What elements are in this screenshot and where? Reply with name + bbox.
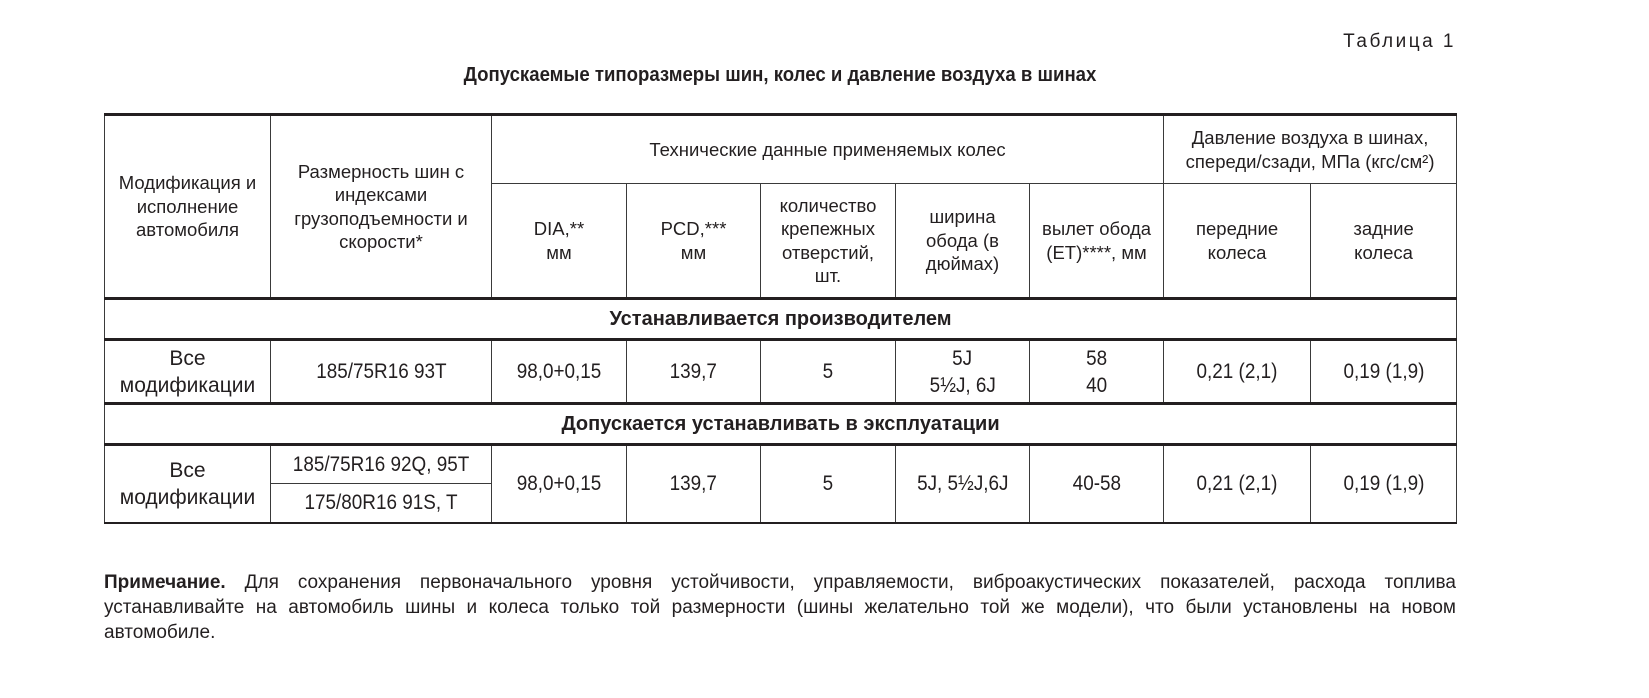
cell-rear-pressure: 0,19 (1,9) bbox=[1311, 340, 1457, 404]
footnote bbox=[104, 570, 1456, 645]
table-number-label: Таблица 1 bbox=[1343, 31, 1456, 52]
header-tire-size: Размерность шин с индексами грузоподъемности и скорости* bbox=[271, 115, 492, 299]
cell-pcd: 139,7 bbox=[627, 445, 761, 523]
tire-spec-table bbox=[104, 113, 1457, 524]
cell-bolt-holes: 5 bbox=[761, 445, 896, 523]
cell-modification: Все модификации bbox=[105, 445, 271, 523]
section-factory-installed bbox=[105, 299, 1457, 340]
cell-rim-offset: 40-58 bbox=[1030, 445, 1164, 523]
section-title: Устанавливается производителем bbox=[105, 299, 1457, 340]
table-row bbox=[105, 445, 1457, 484]
cell-rim-offset: 58 40 bbox=[1030, 340, 1164, 404]
header-tire-pressure: Давление воздуха в шинах, спереди/сзади, МПа (кгс/см²) bbox=[1164, 115, 1457, 184]
section-allowed-in-operation bbox=[105, 404, 1457, 445]
cell-tire-size: 185/75R16 93T bbox=[271, 340, 492, 404]
header-pcd: PCD,*** мм bbox=[627, 184, 761, 299]
table-title: Допускаемые типоразмеры шин, колес и давление воздуха в шинах bbox=[463, 64, 1097, 86]
cell-tire-size: 175/80R16 91S, T bbox=[271, 484, 492, 523]
cell-dia: 98,0+0,15 bbox=[492, 340, 627, 404]
cell-dia: 98,0+0,15 bbox=[492, 445, 627, 523]
cell-bolt-holes: 5 bbox=[761, 340, 896, 404]
header-rim-offset: вылет обода (ET)****, мм bbox=[1030, 184, 1164, 299]
header-rear-wheels: задние колеса bbox=[1311, 184, 1457, 299]
header-bolt-holes: количество крепежных отверстий, шт. bbox=[761, 184, 896, 299]
cell-front-pressure: 0,21 (2,1) bbox=[1164, 340, 1311, 404]
cell-rim-width: 5J 5½J, 6J bbox=[896, 340, 1030, 404]
table-row bbox=[105, 340, 1457, 404]
note-text: Для сохранения первоначального уровня устойчивости, управляемости, виброакустических показателей, расхода топлива устанавливайте на автомобиль шины и колеса только той размерности (шины желательно той же модели), что были установлены на новом автомобиле. bbox=[104, 572, 1456, 643]
cell-rim-width: 5J, 5½J,6J bbox=[896, 445, 1030, 523]
cell-pcd: 139,7 bbox=[627, 340, 761, 404]
section-title: Допускается устанавливать в эксплуатации bbox=[105, 404, 1457, 445]
note-label: Примечание. bbox=[104, 572, 226, 593]
header-wheel-data: Технические данные применяемых колес bbox=[492, 115, 1164, 184]
header-modification: Модификация и исполнение автомобиля bbox=[105, 115, 271, 299]
cell-front-pressure: 0,21 (2,1) bbox=[1164, 445, 1311, 523]
header-dia: DIA,** мм bbox=[492, 184, 627, 299]
cell-tire-size: 185/75R16 92Q, 95T bbox=[271, 445, 492, 484]
cell-modification: Все модификации bbox=[105, 340, 271, 404]
cell-rear-pressure: 0,19 (1,9) bbox=[1311, 445, 1457, 523]
header-rim-width: ширина обода (в дюймах) bbox=[896, 184, 1030, 299]
header-front-wheels: передние колеса bbox=[1164, 184, 1311, 299]
